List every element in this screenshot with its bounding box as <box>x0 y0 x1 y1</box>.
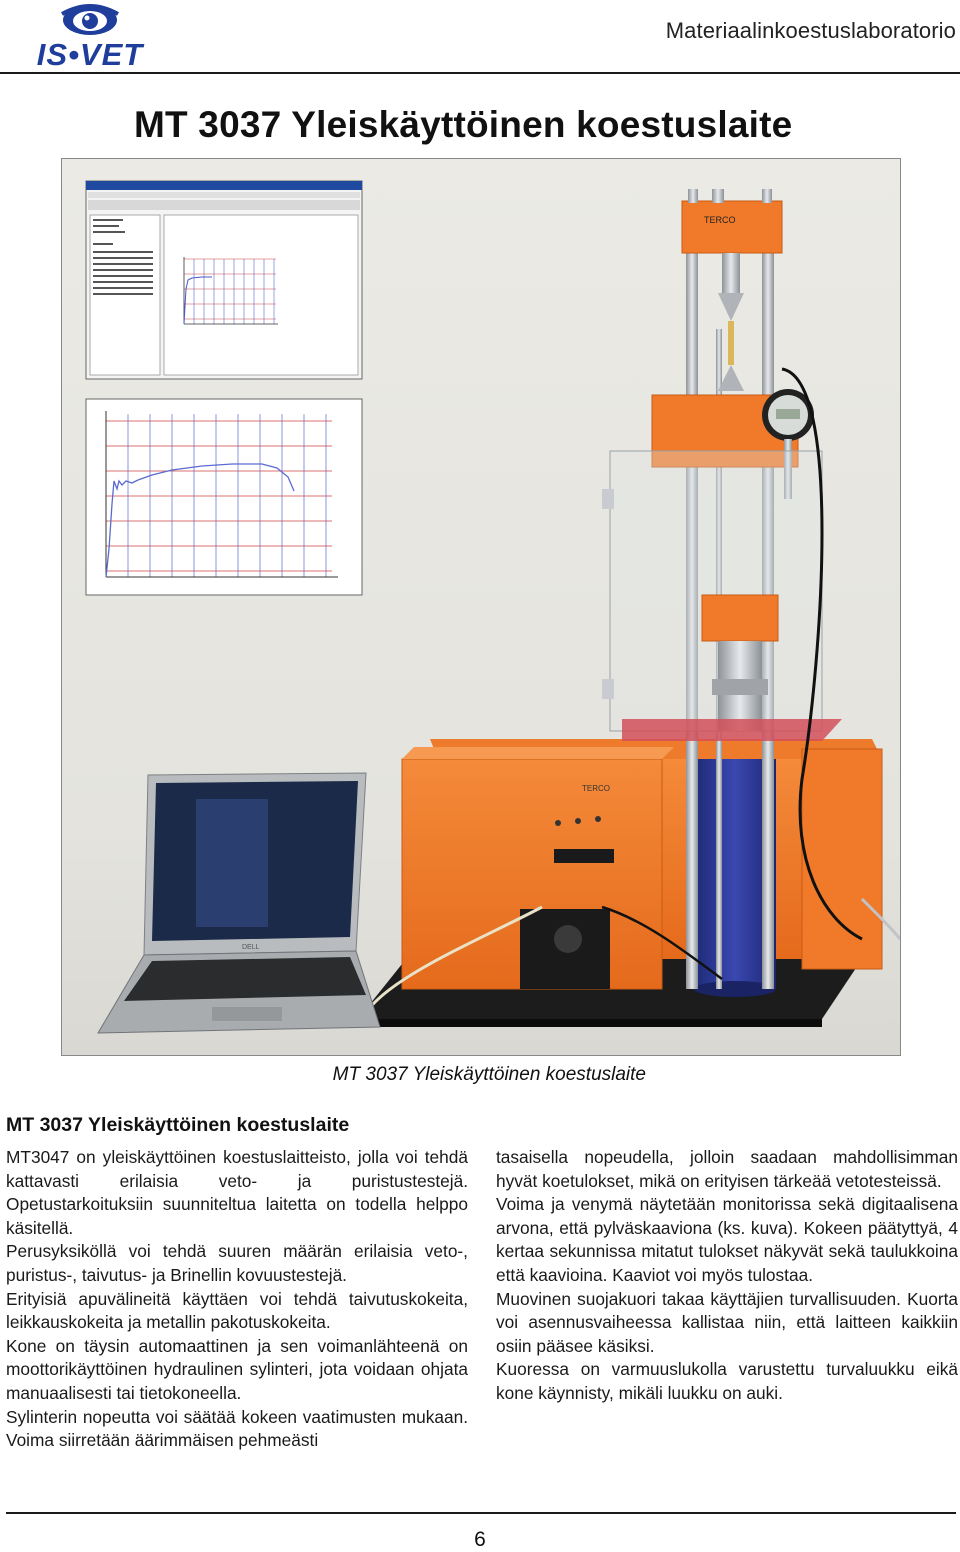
product-photo <box>61 158 901 1056</box>
text-column-left <box>6 1146 468 1453</box>
footer-rule <box>6 1512 956 1514</box>
cabinet-brand-label: TERCO <box>582 784 610 793</box>
paragraph: Sylinterin nopeutta voi säätää kokeen vaatimusten mukaan. Voima siirretään äärimmäisen pehmeästi <box>6 1406 468 1451</box>
laptop-brand-label: DELL <box>242 944 260 951</box>
paragraph: MT3047 on yleiskäyttöinen koestuslaitteisto, jolla voi tehdä kattavasti erilaisia veto- ja puristustestejä. Opetustarkoituksiin suunniteltua laitetta on todella helppo käsitellä. <box>6 1147 468 1238</box>
paragraph: Voima ja venymä näytetään monitorissa sekä digitaalisena arvona, että pylväskaaviona (ks. kuva). Kokeen päätyttyä, 4 kertaa sekunnissa mitatut tulokset näkyvät sekä taulukkoina että kaavioina. Kaaviot voi myös tulostaa. <box>496 1194 958 1285</box>
paragraph: Muovinen suojakuori takaa käyttäjien turvallisuuden. Kuorta voi asennusvaiheessa kallistaa niin, että laitteen kaikkiin osiin pääsee käsiksi. <box>496 1288 958 1356</box>
section-title: Materiaalinkoestuslaboratorio <box>665 18 956 43</box>
text-column-right <box>496 1146 958 1406</box>
photo-caption: MT 3037 Yleiskäyttöinen koestuslaite <box>332 1064 646 1085</box>
isvet-logo <box>6 2 174 68</box>
paragraph: Perusyksiköllä voi tehdä suuren määrän erilaisia veto-, puristus-, taivutus- ja Brinellin kovuustestejä. <box>6 1241 468 1285</box>
force-elongation-graph <box>86 399 362 595</box>
software-screenshot <box>86 181 362 379</box>
paragraph: Kuoressa on varmuuslukolla varustettu turvaluukku eikä kone käynnisty, mikäli luukku on auki. <box>496 1359 958 1403</box>
crosshead-brand-label: TERCO <box>704 215 736 225</box>
paragraph: Kone on täysin automaattinen ja sen voimanlähteenä on moottorikäyttöinen hydraulinen sylinteri, jota voidaan ohjata manuaalisesti tai tietokoneella. <box>6 1335 468 1403</box>
paragraph: tasaisella nopeudella, jolloin saadaan mahdollisimman hyvät koetulokset, mikä on erityisen tärkeää vetotesteissä. <box>496 1147 958 1191</box>
logo-lettering: IS•VET <box>36 37 144 68</box>
body-heading: MT 3037 Yleiskäyttöinen koestuslaite <box>6 1114 350 1136</box>
paragraph: Erityisiä apuvälineitä käyttäen voi tehdä taivutuskokeita, leikkauskokeita ja metallin pakotuskokeita. <box>6 1288 468 1333</box>
header-rule <box>0 72 960 74</box>
page-title: MT 3037 Yleiskäyttöinen koestuslaite <box>134 104 793 145</box>
page-number: 6 <box>474 1528 486 1551</box>
